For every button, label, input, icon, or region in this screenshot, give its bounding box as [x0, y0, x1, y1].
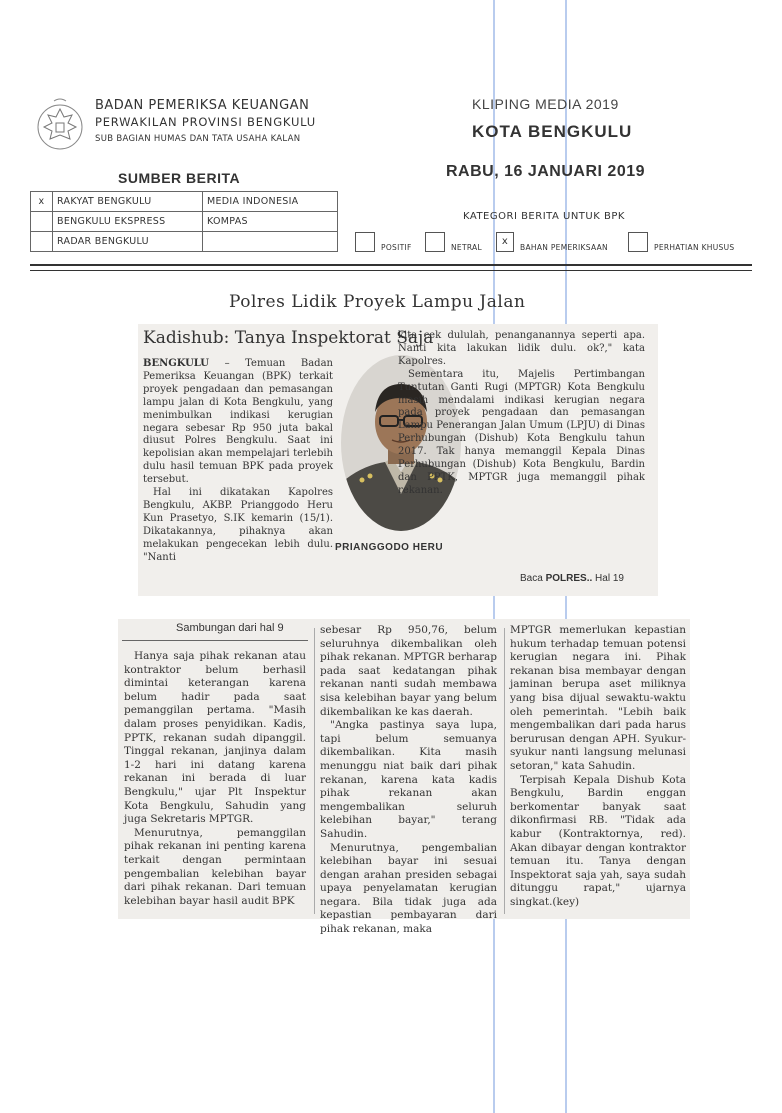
paragraph: BENGKULU – Temuan Badan Pemeriksa Keuangan (BPK) terkait proyek pengadaan dan pemasangan lampu jalan di Kota Bengkulu, yang menimbulkan indikasi kerugian negara sebesar Rp 950 juta bakal diusut Polres Bengkulu. Saat ini kepolisian akan mempelajari terlebih dulu hasil temuan BPK pada proyek tersebut.	[143, 358, 333, 486]
org-header	[95, 98, 316, 146]
org-branch: PERWAKILAN PROVINSI BENGKULU	[95, 115, 317, 129]
kategori-label: BAHAN PEMERIKSAAN	[520, 243, 608, 252]
table-row	[31, 232, 338, 252]
kategori-title: KATEGORI BERITA UNTUK BPK	[463, 211, 625, 222]
source-mark	[31, 232, 53, 252]
kategori-netral	[425, 232, 482, 252]
photo-caption: PRIANGGODO HERU	[335, 542, 444, 553]
paragraph: Hal ini dikatakan Kapolres Bengkulu, AKBP. Prianggodo Heru Kun Prasetyo, S.IK kemarin (15/1). Dikatakannya, pihaknya akan melakukan pengecekan lebih dulu. "Nanti	[143, 487, 333, 563]
source-name: BENGKULU EKSPRESS	[53, 212, 203, 232]
kategori-label: PERHATIAN KHUSUS	[654, 243, 735, 252]
paragraph: sebesar Rp 950,76, belum seluruhnya dikembalikan oleh pihak rekanan. MPTGR berharap pada saat kedatangan pihak rekanan nanti sudah membawa sisa kelebihan bayar yang belum dikembalikan ke kas daerah.	[320, 624, 497, 718]
source-table	[30, 191, 338, 252]
paragraph: Menurutnya, pengembalian kelebihan bayar ini sesuai dengan arahan presiden sebagai upaya penyelamatan kerugian negara. Bila tidak juga ada kepastian pembayaran dari pihak rekanan, maka	[320, 841, 497, 936]
table-row	[31, 212, 338, 232]
divider	[122, 640, 308, 641]
continued-reference: Baca POLRES.. Hal 19	[520, 573, 624, 584]
org-name: BADAN PEMERIKSA KEUANGAN	[95, 98, 310, 113]
checkbox[interactable]	[628, 232, 648, 252]
checkbox[interactable]	[355, 232, 375, 252]
dateline: BENGKULU	[143, 358, 210, 369]
article1-right-column	[398, 330, 645, 498]
article2-column-3	[510, 624, 686, 909]
source-mark	[31, 212, 53, 232]
kliping-title: KLIPING MEDIA 2019	[472, 96, 619, 112]
source-name: KOMPAS	[203, 212, 338, 232]
org-division: SUB BAGIAN HUMAS DAN TATA USAHA KALAN	[95, 134, 301, 144]
kategori-positif	[355, 232, 412, 252]
paragraph: Sementara itu, Majelis Pertimbangan Tuntutan Ganti Rugi (MPTGR) Kota Bengkulu masih mendalami indikasi kerugian negara pada proyek pengadaan dan pemasangan Lampu Penerangan Jalan Umum (LPJU) di Dinas Perhubungan (Dishub) Kota Bengkulu tahun 2017. Tak hanya memanggil Kepala Dinas Perhubungan (Dishub) Kota Bengkulu, Bardin dan PPTK, MPTGR juga memanggil pihak rekanan.	[398, 368, 645, 496]
source-name: RAKYAT BENGKULU	[53, 192, 203, 212]
paragraph: Hanya saja pihak rekanan atau kontraktor belum berhasil dimintai keterangan karena belum hadir pada saat pemanggilan pertama. "Masih dalam proses penyidikan. Kadis, PPTK, rekanan sudah dipanggil. Tinggal rekanan, janjinya dalam 1-2 hari ini datang karena rekanan ini berada di luar Bengkulu," ujar Plt Inspektur Kota Bengkulu, Sahudin yang juga Sekretaris MPTGR.	[124, 650, 306, 826]
kategori-label: NETRAL	[451, 243, 482, 252]
article1-left-column	[143, 358, 333, 565]
date-title: RABU, 16 JANUARI 2019	[446, 163, 646, 180]
divider	[30, 264, 752, 266]
article-headline: Polres Lidik Proyek Lampu Jalan	[229, 292, 526, 312]
kategori-perhatian-khusus	[628, 232, 734, 252]
sumber-title: SUMBER BERITA	[118, 170, 241, 186]
column-divider	[504, 628, 505, 914]
paragraph: Menurutnya, pemanggilan pihak rekanan ini penting karena terkait dengan permintaan pengembalian kelebihan bayar dari pihak rekanan. Dari temuan kelebihan bayar hasil audit BPK	[124, 826, 306, 907]
article-subhead: Kadishub: Tanya Inspektorat Saja	[143, 328, 434, 348]
continuation-label: Sambungan dari hal 9	[176, 622, 284, 634]
paragraph: kita cek dululah, penanganannya seperti apa. Nanti kita lakukan lidik dulu. ok?," kata Kapolres.	[398, 330, 645, 367]
paragraph: "Angka pastinya saya lupa, tapi belum semuanya dikembalikan. Kita masih menunggu niat baik dari pihak rekanan, karena kata kadis pihak rekanan akan mengembalikan seluruh kelebihan bayar," terang Sahudin.	[320, 719, 497, 840]
kategori-bahan-pemeriksaan	[496, 232, 608, 252]
checkbox[interactable]	[425, 232, 445, 252]
kategori-label: POSITIF	[381, 243, 412, 252]
source-name: MEDIA INDONESIA	[203, 192, 338, 212]
article2-column-2	[320, 624, 497, 937]
source-mark: x	[31, 192, 53, 212]
garuda-emblem-icon	[30, 95, 90, 155]
city-title: KOTA BENGKULU	[472, 122, 633, 141]
table-row	[31, 192, 338, 212]
checkbox[interactable]: x	[496, 232, 514, 252]
paragraph: Terpisah Kepala Dishub Kota Bengkulu, Bardin enggan berkomentar banyak saat dikonfirmasi RB. "Tidak ada kabur (Kontraktornya, red). Akan dibayar dengan kontraktor temuan itu. Tanya dengan Inspektorat saja yah, saya sudah ditunggu rapat," ujarnya singkat.(key)	[510, 773, 686, 908]
paragraph: MPTGR memerlukan kepastian hukum terhadap temuan potensi kerugian negara ini. Pihak rekanan bisa membayar dengan jaminan berupa aset miliknya yang bisa dijual sewaktu-waktu oleh pemerintah. "Lebih baik mengembalikan dari pada harus berurusan dengan APH. Syukur-syukur nanti langsung melunasi setoran," kata Sahudin.	[510, 624, 686, 772]
column-divider	[314, 628, 315, 914]
divider	[30, 270, 752, 271]
source-name: RADAR BENGKULU	[53, 232, 203, 252]
article2-column-1	[124, 650, 306, 908]
source-name	[203, 232, 338, 252]
